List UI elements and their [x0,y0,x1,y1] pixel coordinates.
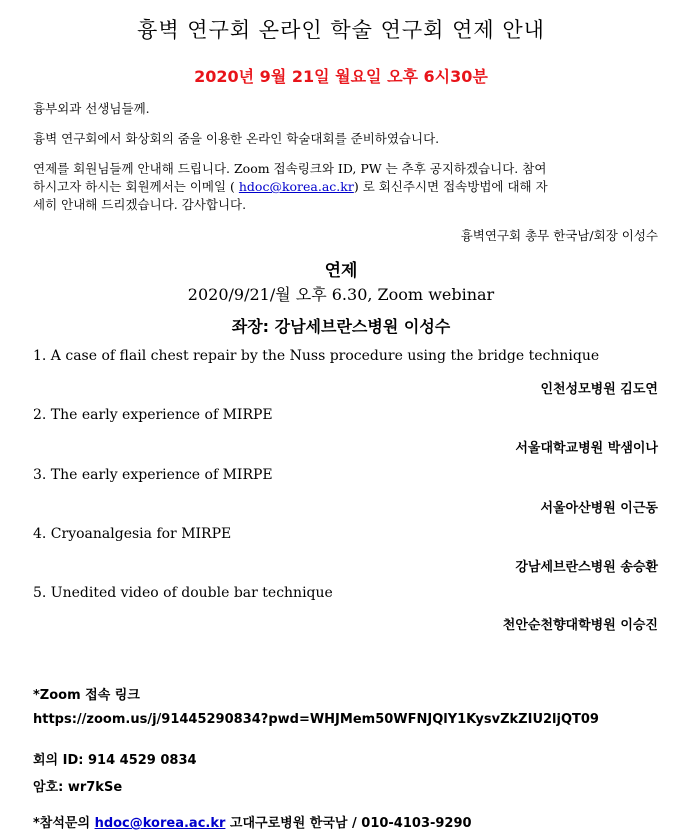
program-heading: 연제 [324,261,358,281]
zoom-url[interactable]: https://zoom.us/j/91445290834?pwd=WHJMem50WFNJQlY1KysvZkZIU2ljQT09 [33,712,599,727]
contact-line [33,812,472,831]
intro-paragraph [33,160,658,214]
program-speaker-3: 서울아산병원 이근동 [540,501,658,516]
contact-email-link[interactable]: hdoc@korea.ac.kr [94,816,226,831]
event-date: 2020년 9월 21일 월요일 오후 6시30분 [194,67,488,86]
document-title: 흉벽 연구회 온라인 학술 연구회 연제 안내 [137,18,545,42]
signature: 흉벽연구회 총무 한국남/회장 이성수 [460,228,658,243]
program-speaker-4: 강남세브란스병원 송승환 [515,560,658,575]
intro-line-2b [33,178,658,196]
contact-suffix: 고대구로병원 한국남 / 010-4103-9290 [225,816,472,831]
intro-line-2c: 세히 안내해 드리겠습니다. 감사합니다. [33,197,247,212]
meeting-password: 암호: wr7kSe [33,780,123,795]
program-item-4: 4. Cryoanalgesia for MIRPE [33,526,232,542]
intro-line-1: 흉벽 연구회에서 화상회의 줌을 이용한 온라인 학술대회를 준비하였습니다. [33,131,440,146]
program-item-1: 1. A case of flail chest repair by the Nuss procedure using the bridge technique [33,348,600,364]
greeting: 흉부외과 선생님들께. [33,101,150,116]
meeting-id: 회의 ID: 914 4529 0834 [33,753,197,768]
program-subheading: 2020/9/21/월 오후 6.30, Zoom webinar [187,285,495,304]
session-chair: 좌장: 강남세브란스병원 이성수 [231,317,451,336]
program-item-3: 3. The early experience of MIRPE [33,467,273,483]
email-link[interactable]: hdoc@korea.ac.kr [238,179,354,194]
program-speaker-1: 인천성모병원 김도연 [540,382,658,397]
contact-prefix: *참석문의 [33,816,95,831]
zoom-link-label: *Zoom 접속 링크 [33,688,140,703]
program-item-2: 2. The early experience of MIRPE [33,407,273,423]
intro-line-2b-post: ) 로 회신주시면 접속방법에 대해 자 [353,179,548,194]
program-item-5: 5. Unedited video of double bar technique [33,585,333,601]
program-speaker-2: 서울대학교병원 박샘이나 [515,441,658,456]
program-speaker-5: 천안순천향대학병원 이승진 [502,618,658,633]
intro-line-2b-pre: 하시고자 하시는 회원께서는 이메일 ( [33,179,239,194]
intro-line-2a: 연제를 회원님들께 안내해 드립니다. Zoom 접속링크와 ID, PW 는 추후 공지하겠습니다. 참여 [33,161,547,176]
